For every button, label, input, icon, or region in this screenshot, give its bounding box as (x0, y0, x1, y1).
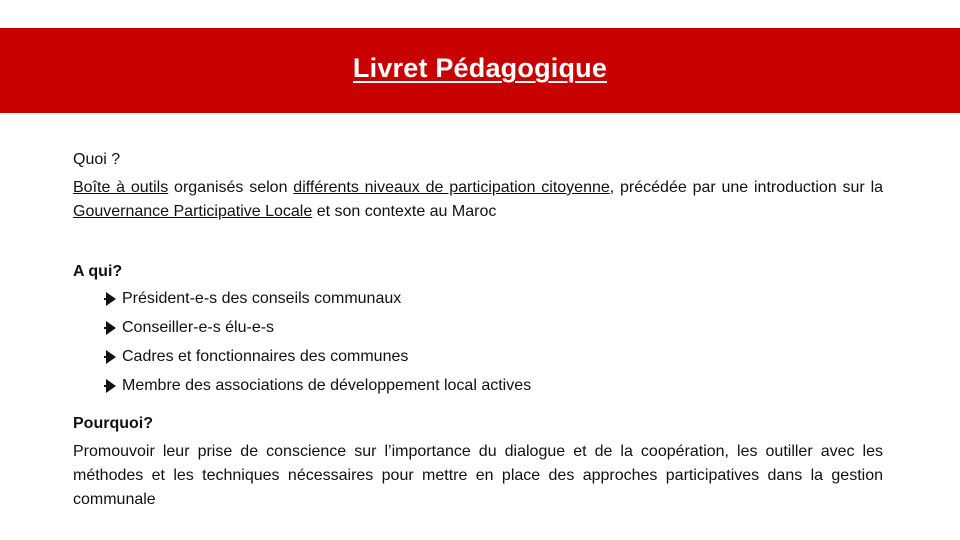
aqui-list (73, 284, 883, 400)
quoi-paragraph (73, 176, 883, 224)
list-item-label: Membre des associations de développement local actives (122, 377, 532, 394)
page-title: Livret Pédagogique (352, 53, 608, 83)
arrow-bullet-icon (106, 350, 116, 364)
quoi-text-link-boite: Boîte à outils (73, 179, 169, 196)
quoi-text-plain-2: , précédée par une introduction sur la (609, 179, 884, 196)
arrow-bullet-icon (106, 292, 116, 306)
title-banner (0, 28, 960, 113)
slide-content (73, 148, 883, 512)
list-item (106, 313, 883, 342)
quoi-text-link-niveaux: différents niveaux de participation citoyenne (293, 179, 610, 196)
list-item (106, 371, 883, 400)
quoi-heading: Quoi ? (73, 151, 121, 168)
list-item-label: Cadres et fonctionnaires des communes (122, 348, 409, 365)
quoi-text-plain-3: et son contexte au Maroc (312, 203, 497, 220)
list-item-label: Conseiller-e-s élu-e-s (122, 319, 275, 336)
list-item (106, 284, 883, 313)
pourquoi-heading: Pourquoi? (73, 415, 153, 432)
quoi-text-plain-1: organisés selon (168, 179, 294, 196)
aqui-heading: A qui? (73, 263, 123, 280)
arrow-bullet-icon (106, 379, 116, 393)
quoi-text-link-gouvernance: Gouvernance Participative Locale (73, 203, 313, 220)
list-item (106, 342, 883, 371)
arrow-bullet-icon (106, 321, 116, 335)
list-item-label: Président-e-s des conseils communaux (122, 290, 402, 307)
pourquoi-paragraph: Promouvoir leur prise de conscience sur l’importance du dialogue et de la coopération, les outiller avec les méthodes et les techniques nécessaires pour mettre en place des approches participatives dans la gestion communale (73, 443, 883, 508)
